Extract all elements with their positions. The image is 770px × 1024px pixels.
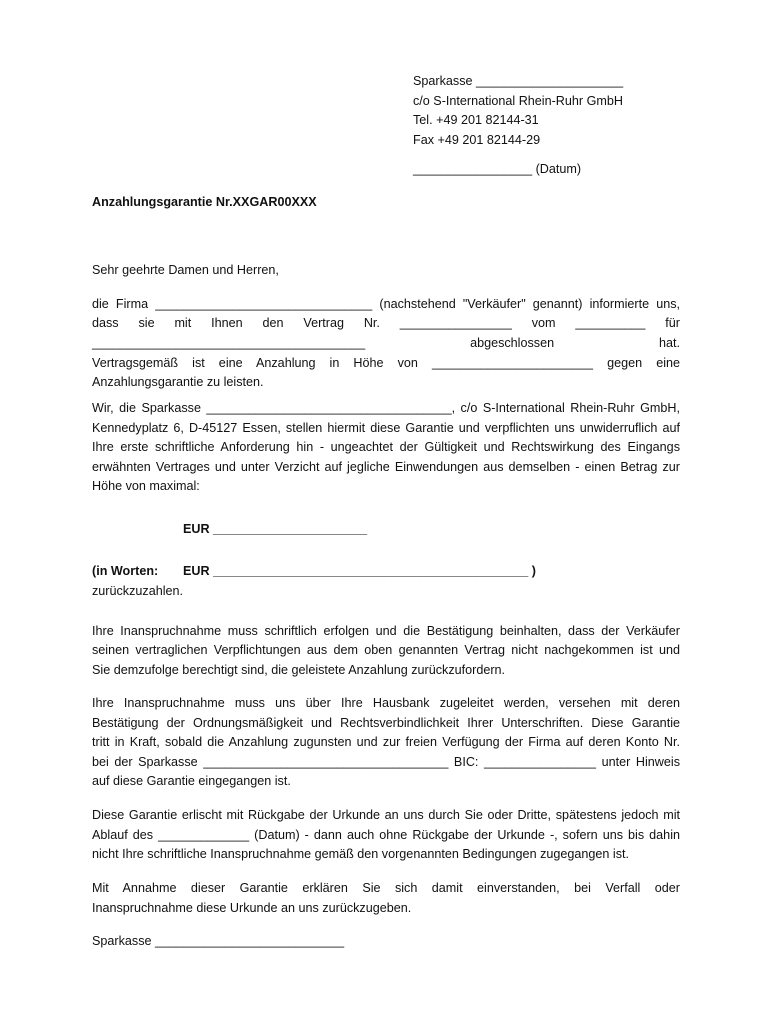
paragraph-line: nicht Ihre schriftliche Inanspruchnahme gemäß den vorgenannten Bedingungen zugegangen ist. (92, 847, 629, 861)
paragraph-line: Inanspruchnahme diese Urkunde an uns zurückzugeben. (92, 901, 412, 915)
sender-line: Sparkasse _____________________ (413, 74, 624, 88)
amount-field: EUR ______________________ (183, 522, 368, 536)
words-label: (in Worten: (92, 564, 159, 578)
paragraph-line: Ihre Inanspruchnahme muss uns über Ihre Hausbank zugeleitet werden, versehen mit deren (92, 696, 680, 710)
paragraph-line: seinen vertraglichen Verpflichtungen aus dem oben genannten Vertrag nicht nachgekommen ist und (92, 643, 680, 657)
sender-fax: Fax +49 201 82144-29 (413, 133, 541, 147)
paragraph-line: Anzahlungsgarantie zu leisten. (92, 375, 264, 389)
paragraph-line: die Firma _______________________________ (nachstehend "Verkäufer" genannt) informierte uns, (92, 297, 680, 311)
closing-signature-line: Sparkasse ___________________________ (92, 934, 345, 948)
paragraph-line: Wir, die Sparkasse ___________________________________, c/o S-International Rhein-Ruhr GmbH, (92, 401, 680, 415)
words-field: EUR _____________________________________________ ) (183, 564, 536, 578)
paragraph-line: Mit Annahme dieser Garantie erklären Sie sich damit einverstanden, bei Verfall oder (92, 881, 680, 895)
paragraph-line: dass sie mit Ihnen den Vertrag Nr. ________________ vom __________ für (92, 316, 680, 330)
paragraph-line: zurückzuzahlen. (92, 584, 184, 598)
paragraph-line: erwähnten Vertrages und unter Verzicht auf jegliche Einwendungen aus demselben - einen Betrag zur (92, 460, 680, 474)
paragraph-line: Kennedyplatz 6, D-45127 Essen, stellen hiermit diese Garantie und verpflichten uns unwiderruflich auf (92, 421, 680, 435)
salutation: Sehr geehrte Damen und Herren, (92, 263, 279, 277)
paragraph-line: Vertragsgemäß ist eine Anzahlung in Höhe von _______________________ gegen eine (92, 356, 680, 370)
paragraph-line: Ablauf des _____________ (Datum) - dann auch ohne Rückgabe der Urkunde -, sofern uns bis dahin (92, 828, 680, 842)
paragraph-line: tritt in Kraft, sobald die Anzahlung zugunsten und zur freien Verfügung der Firma auf deren Konto Nr. (92, 735, 680, 749)
paragraph-line: Ihre erste schriftliche Anforderung hin - ungeachtet der Gültigkeit und Rechtswirkung des Eingangs (92, 440, 680, 454)
paragraph-line: Diese Garantie erlischt mit Rückgabe der Urkunde an uns durch Sie oder Dritte, spätestens jedoch mit (92, 808, 680, 822)
paragraph-line: Höhe von maximal: (92, 479, 200, 493)
date-line: _________________ (Datum) (413, 162, 582, 176)
paragraph-line: bei der Sparkasse ___________________________________ BIC: ________________ unter Hinweis (92, 755, 680, 769)
document-title: Anzahlungsgarantie Nr.XXGAR00XXX (92, 195, 317, 209)
paragraph-line: Sie demzufolge berechtigt sind, die geleistete Anzahlung zurückzufordern. (92, 663, 506, 677)
paragraph-line: auf diese Garantie eingegangen ist. (92, 774, 291, 788)
paragraph-line: Bestätigung der Ordnungsmäßigkeit und Rechtsverbindlichkeit Ihrer Unterschriften. Diese Garantie (92, 716, 680, 730)
sender-phone: Tel. +49 201 82144-31 (413, 113, 539, 127)
sender-line: c/o S-International Rhein-Ruhr GmbH (413, 94, 623, 108)
paragraph-line: _______________________________________ abgeschlossen hat. (92, 336, 680, 350)
paragraph-line: Ihre Inanspruchnahme muss schriftlich erfolgen und die Bestätigung beinhalten, dass der Verkäufer (92, 624, 680, 638)
